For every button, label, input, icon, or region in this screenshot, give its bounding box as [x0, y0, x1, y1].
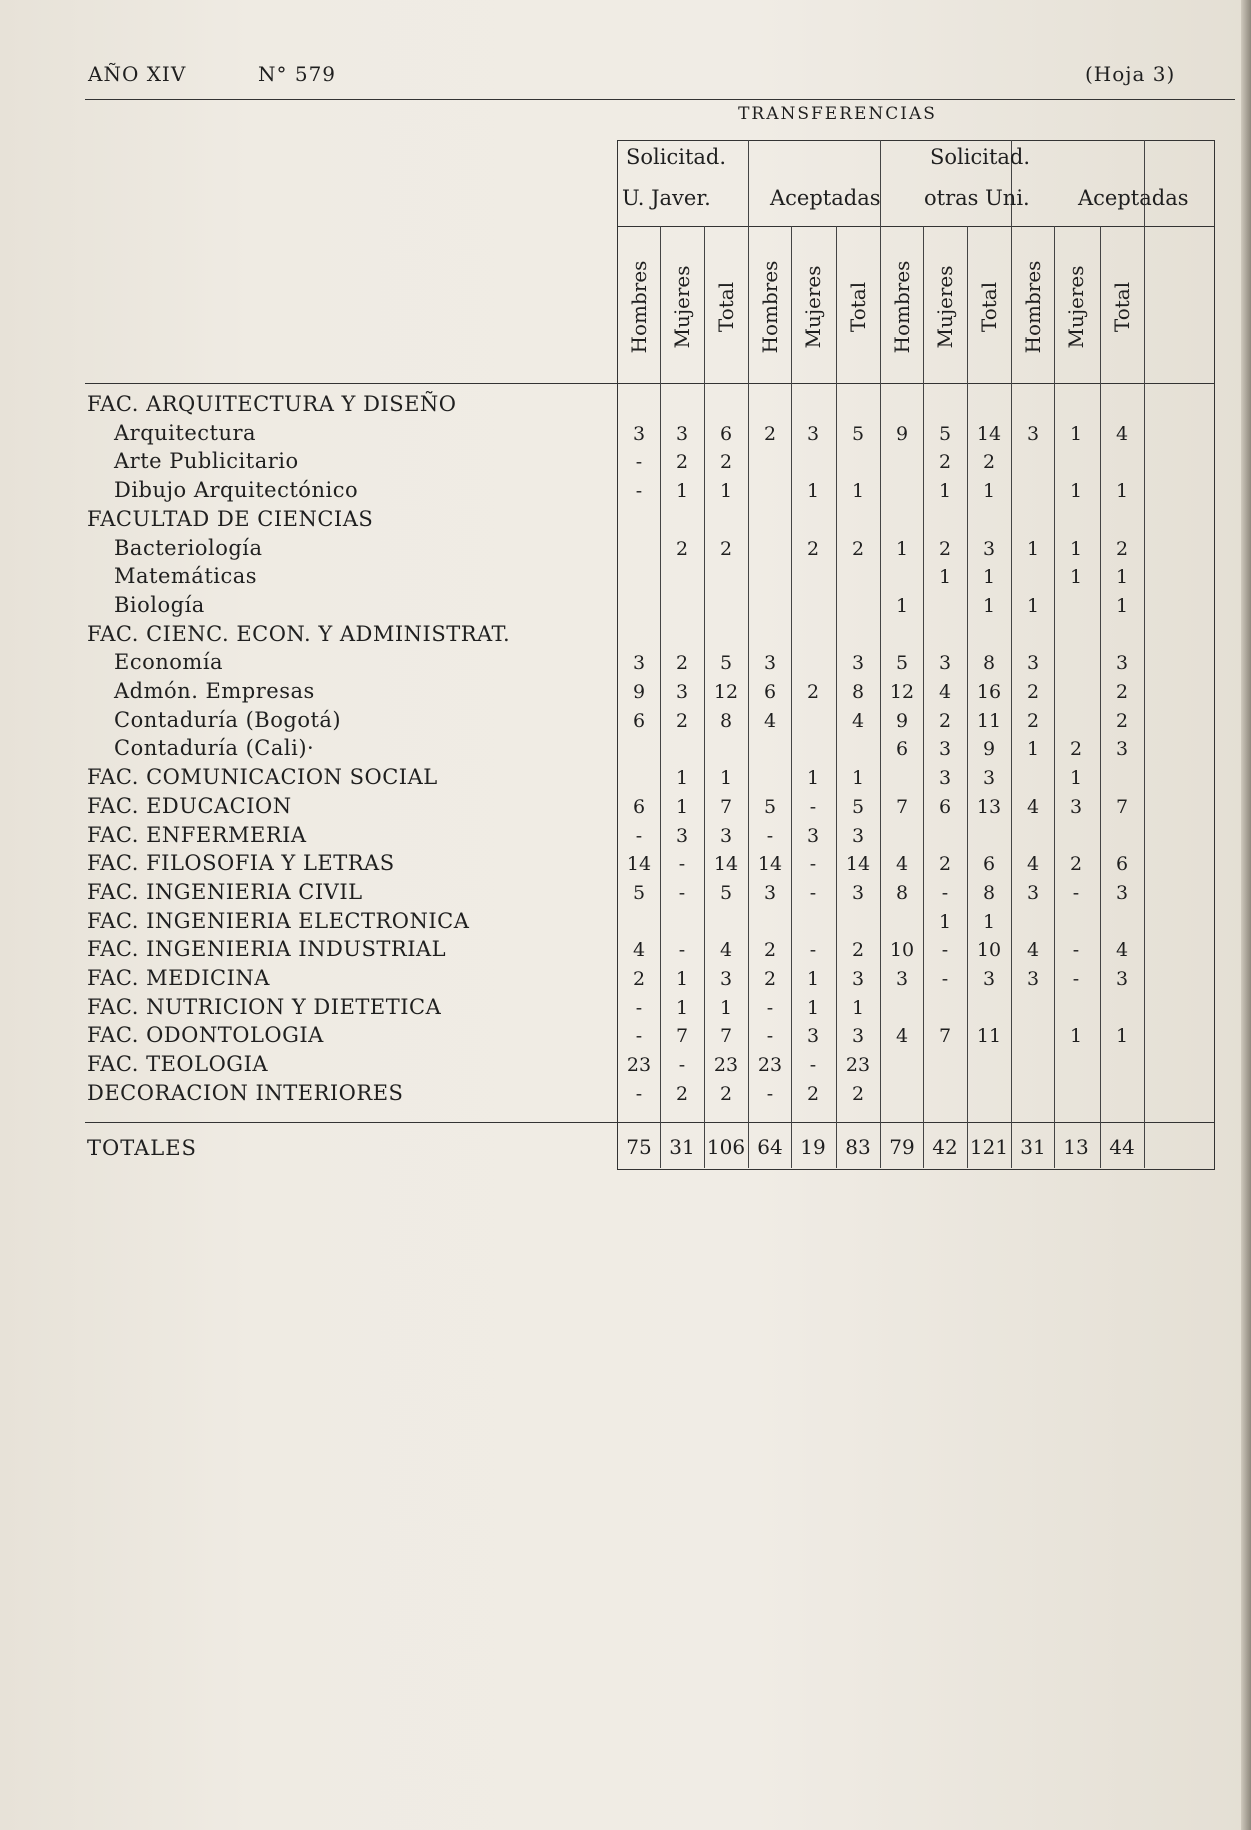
- table-cell: 4: [1026, 939, 1040, 962]
- table-cell: 1: [675, 767, 689, 790]
- totals-cell: 31: [1020, 1135, 1046, 1159]
- table-cell: -: [766, 996, 774, 1019]
- table-cell: 1: [1069, 1025, 1083, 1048]
- table-cell: 6: [719, 422, 733, 445]
- table-cell: 2: [675, 1082, 689, 1105]
- row-label: Arquitectura: [114, 420, 257, 445]
- table-cell: 1: [851, 767, 865, 790]
- table-cell: 6: [632, 795, 646, 818]
- table-cell: 2: [763, 939, 777, 962]
- table-cell: -: [635, 996, 643, 1019]
- table-cell: 2: [1069, 738, 1083, 761]
- table-cell: 16: [976, 681, 1002, 703]
- table-cell: 5: [632, 881, 646, 904]
- totals-cell: 64: [757, 1135, 783, 1159]
- table-cell: 1: [982, 480, 996, 503]
- table-cell: 1: [806, 767, 820, 790]
- table-cell: 2: [763, 422, 777, 445]
- table-cell: 3: [1115, 652, 1129, 675]
- table-cell: 3: [806, 824, 820, 847]
- table-cell: 11: [976, 709, 1002, 732]
- row-label: Economía: [114, 650, 224, 675]
- table-cell: 3: [982, 968, 996, 990]
- table-cell: 1: [1115, 594, 1129, 617]
- table-cell: 2: [1026, 709, 1040, 732]
- row-label: FAC. INGENIERIA ELECTRONICA: [87, 908, 470, 933]
- table-cell: 3: [763, 881, 777, 904]
- row-label: Bacteriología: [114, 535, 263, 560]
- column-header: Hombres: [758, 260, 782, 354]
- table-cell: 1: [1115, 566, 1129, 589]
- table-cell: 3: [851, 881, 865, 904]
- table-cell: 2: [806, 1082, 820, 1105]
- table-cell: -: [809, 853, 817, 876]
- table-cell: 1: [851, 996, 865, 1019]
- table-cell: 1: [851, 480, 865, 503]
- table-cell: 2: [1115, 709, 1129, 732]
- header-issue: N° 579: [258, 62, 337, 86]
- totals-cell: 31: [669, 1135, 695, 1159]
- table-cell: 5: [851, 422, 865, 445]
- table-cell: 4: [763, 709, 777, 732]
- table-cell: 1: [938, 566, 952, 589]
- table-cell: -: [941, 881, 949, 904]
- table-cell: 8: [982, 652, 996, 675]
- table-cell: 6: [982, 853, 996, 876]
- table-cell: 3: [806, 1025, 820, 1048]
- table-cell: 4: [1115, 422, 1129, 445]
- table-cell: 9: [895, 709, 909, 732]
- totals-cell: 44: [1109, 1135, 1135, 1159]
- table-cell: 4: [1026, 795, 1040, 818]
- table-cell: 1: [675, 480, 689, 503]
- table-cell: 2: [675, 537, 689, 560]
- table-cell: 2: [763, 968, 777, 990]
- table-cell: 3: [982, 537, 996, 560]
- row-label: Arte Publicitario: [114, 449, 299, 474]
- totals-cell: 106: [706, 1135, 746, 1159]
- table-cell: 6: [938, 795, 952, 818]
- row-label: Contaduría (Cali)·: [114, 736, 315, 761]
- table-cell: -: [809, 795, 817, 818]
- table-cell: 13: [976, 795, 1002, 818]
- table-cell: -: [635, 1025, 643, 1048]
- table-cell: 3: [719, 968, 733, 990]
- table-cell: 1: [938, 480, 952, 503]
- table-cell: 1: [806, 968, 820, 990]
- header-rule: [85, 99, 1235, 100]
- table-cell: 14: [976, 422, 1002, 445]
- table-cell: 6: [895, 738, 909, 761]
- table-cell: 3: [632, 422, 646, 445]
- table-cell: 2: [719, 1082, 733, 1105]
- table-cell: 3: [851, 824, 865, 847]
- table-cell: 10: [976, 939, 1002, 962]
- subheader-rule: [85, 383, 1215, 384]
- column-header: Mujeres: [801, 265, 825, 349]
- table-cell: 3: [1069, 795, 1083, 818]
- table-cell: 1: [895, 594, 909, 617]
- table-cell: 1: [675, 968, 689, 990]
- row-label: FAC. MEDICINA: [87, 966, 270, 990]
- table-cell: 2: [1115, 537, 1129, 560]
- table-cell: 7: [719, 795, 733, 818]
- table-cell: 10: [889, 939, 915, 962]
- table-cell: 1: [1069, 566, 1083, 589]
- table-cell: -: [635, 480, 643, 503]
- table-cell: -: [635, 824, 643, 847]
- table-cell: 14: [845, 853, 871, 876]
- table-cell: 7: [938, 1025, 952, 1048]
- table-cell: 3: [851, 652, 865, 675]
- totals-cell: 19: [800, 1135, 826, 1159]
- group-header-rule: [617, 226, 1215, 227]
- table-cell: 2: [851, 939, 865, 962]
- table-cell: -: [766, 1082, 774, 1105]
- row-label: FAC. ENFERMERIA: [87, 822, 307, 847]
- table-cell: 2: [938, 451, 952, 474]
- table-cell: 1: [1115, 1025, 1129, 1048]
- table-cell: 23: [626, 1054, 652, 1077]
- row-label: Dibujo Arquitectónico: [114, 478, 359, 503]
- table-cell: 6: [763, 681, 777, 703]
- row-label: FAC. ARQUITECTURA Y DISEÑO: [87, 392, 457, 416]
- table-cell: 23: [757, 1054, 783, 1077]
- table-cell: 4: [632, 939, 646, 962]
- column-header: Mujeres: [1064, 265, 1088, 349]
- table-cell: 1: [895, 537, 909, 560]
- table-cell: 2: [675, 709, 689, 732]
- totals-rule: [85, 1122, 1215, 1123]
- table-cell: 2: [1069, 853, 1083, 876]
- column-header: Hombres: [627, 260, 651, 354]
- totals-cell: 83: [845, 1135, 871, 1159]
- row-label: DECORACION INTERIORES: [87, 1080, 404, 1105]
- table-cell: 1: [1026, 738, 1040, 761]
- table-cell: 23: [845, 1054, 871, 1077]
- group-header: Solicitad.: [930, 145, 1031, 169]
- column-header: Total: [1110, 281, 1134, 333]
- table-cell: 3: [1026, 422, 1040, 445]
- group-header: Aceptadas: [770, 186, 881, 210]
- row-label: FAC. CIENC. ECON. Y ADMINISTRAT.: [87, 621, 511, 646]
- table-cell: 8: [895, 881, 909, 904]
- table-cell: -: [941, 939, 949, 962]
- row-label: Biología: [114, 592, 205, 617]
- table-cell: 1: [982, 910, 996, 933]
- group-header: U. Javer.: [622, 186, 711, 210]
- table-cell: 3: [938, 767, 952, 790]
- table-cell: 9: [895, 422, 909, 445]
- table-cell: 5: [763, 795, 777, 818]
- table-cell: 2: [675, 451, 689, 474]
- table-cell: 1: [938, 910, 952, 933]
- row-label: FACULTAD DE CIENCIAS: [87, 506, 374, 531]
- row-label: FAC. NUTRICION Y DIETETICA: [87, 994, 442, 1019]
- table-cell: -: [766, 824, 774, 847]
- table-cell: -: [809, 939, 817, 962]
- table-cell: 12: [713, 681, 739, 703]
- table-cell: 1: [1026, 537, 1040, 560]
- row-label: FAC. ODONTOLOGIA: [87, 1023, 324, 1048]
- table-cell: 3: [1026, 881, 1040, 904]
- table-cell: 4: [1026, 853, 1040, 876]
- table-cell: 1: [719, 480, 733, 503]
- table-cell: 1: [806, 480, 820, 503]
- table-cell: 4: [895, 853, 909, 876]
- table-cell: 1: [675, 795, 689, 818]
- row-label: Admón. Empresas: [114, 679, 315, 703]
- table-cell: 5: [719, 881, 733, 904]
- totals-label: TOTALES: [87, 1136, 197, 1160]
- table-cell: 2: [1115, 681, 1129, 703]
- table-cell: 23: [713, 1054, 739, 1077]
- column-header: Hombres: [1021, 260, 1045, 354]
- row-label: Matemáticas: [114, 564, 258, 589]
- column-header: Total: [714, 281, 738, 333]
- table-cell: 2: [806, 681, 820, 703]
- row-label: FAC. INGENIERIA CIVIL: [87, 879, 363, 904]
- table-cell: 3: [1026, 652, 1040, 675]
- table-cell: 2: [632, 968, 646, 990]
- table-cell: 3: [895, 968, 909, 990]
- table-cell: 2: [851, 537, 865, 560]
- table-cell: 3: [806, 422, 820, 445]
- table-cell: 1: [1069, 767, 1083, 790]
- table-cell: 5: [719, 652, 733, 675]
- table-cell: 7: [1115, 795, 1129, 818]
- table-cell: 3: [632, 652, 646, 675]
- table-cell: 8: [851, 681, 865, 703]
- table-cell: 2: [719, 537, 733, 560]
- table-cell: -: [678, 881, 686, 904]
- table-cell: 4: [895, 1025, 909, 1048]
- table-cell: 3: [1115, 881, 1129, 904]
- table-cell: 1: [719, 767, 733, 790]
- table-cell: 2: [1026, 681, 1040, 703]
- table-cell: 3: [851, 1025, 865, 1048]
- table-cell: 3: [675, 681, 689, 703]
- table-cell: 2: [938, 709, 952, 732]
- table-cell: 1: [675, 996, 689, 1019]
- table-cell: 3: [1115, 968, 1129, 990]
- table-cell: 7: [895, 795, 909, 818]
- table-cell: -: [941, 968, 949, 990]
- row-label: FAC. EDUCACION: [87, 793, 292, 818]
- header-sheet: (Hoja 3): [1085, 62, 1176, 86]
- table-cell: 14: [713, 853, 739, 876]
- table-cell: 5: [851, 795, 865, 818]
- table-cell: 9: [632, 681, 646, 703]
- table-cell: 3: [938, 738, 952, 761]
- header-year: AÑO XIV: [88, 62, 187, 86]
- row-label: FAC. FILOSOFIA Y LETRAS: [87, 851, 395, 876]
- group-header: otras Uni.: [924, 186, 1030, 210]
- page-spine: [1241, 0, 1251, 1830]
- table-cell: 2: [675, 652, 689, 675]
- table-cell: 8: [982, 881, 996, 904]
- table-cell: 4: [1115, 939, 1129, 962]
- group-header: Aceptadas: [1078, 186, 1189, 210]
- table-cell: -: [635, 1082, 643, 1105]
- table-cell: -: [678, 1054, 686, 1077]
- table-title: TRANSFERENCIAS: [738, 104, 937, 124]
- table-cell: 7: [719, 1025, 733, 1048]
- table-cell: 3: [719, 824, 733, 847]
- table-cell: 2: [938, 853, 952, 876]
- table-cell: 3: [982, 767, 996, 790]
- column-header: Total: [977, 281, 1001, 333]
- table-cell: -: [809, 1054, 817, 1077]
- column-divider: [1144, 140, 1145, 1168]
- table-cell: 1: [1069, 537, 1083, 560]
- table-cell: 6: [632, 709, 646, 732]
- totals-cell: 42: [932, 1135, 958, 1159]
- table-cell: 5: [895, 652, 909, 675]
- table-cell: -: [678, 939, 686, 962]
- row-label: FAC. TEOLOGIA: [87, 1052, 269, 1077]
- column-header: Mujeres: [670, 265, 694, 349]
- table-cell: 3: [1026, 968, 1040, 990]
- table-cell: -: [678, 853, 686, 876]
- table-cell: 2: [851, 1082, 865, 1105]
- table-cell: 3: [938, 652, 952, 675]
- table-cell: 1: [719, 996, 733, 1019]
- table-cell: -: [766, 1025, 774, 1048]
- table-cell: 3: [763, 652, 777, 675]
- table-cell: 3: [675, 422, 689, 445]
- table-cell: 12: [889, 681, 915, 703]
- totals-cell: 13: [1063, 1135, 1089, 1159]
- table-cell: 14: [626, 853, 652, 876]
- table-cell: 8: [719, 709, 733, 732]
- table-cell: 1: [1115, 480, 1129, 503]
- table-cell: 14: [757, 853, 783, 876]
- table-cell: 4: [938, 681, 952, 703]
- table-cell: -: [635, 451, 643, 474]
- table-cell: 7: [675, 1025, 689, 1048]
- table-cell: -: [809, 881, 817, 904]
- column-header: Hombres: [890, 260, 914, 354]
- table-cell: 4: [719, 939, 733, 962]
- group-header: Solicitad.: [626, 145, 727, 169]
- table-cell: 2: [719, 451, 733, 474]
- totals-cell: 121: [969, 1135, 1009, 1159]
- table-cell: 1: [806, 996, 820, 1019]
- table-cell: 2: [806, 537, 820, 560]
- row-label: FAC. COMUNICACION SOCIAL: [87, 765, 438, 790]
- column-header: Mujeres: [933, 265, 957, 349]
- row-label: Contaduría (Bogotá): [114, 707, 342, 732]
- table-cell: -: [1072, 881, 1080, 904]
- totals-cell: 79: [889, 1135, 915, 1159]
- column-header: Total: [846, 281, 870, 333]
- table-cell: 3: [851, 968, 865, 990]
- totals-cell: 75: [626, 1135, 652, 1159]
- table-cell: 5: [938, 422, 952, 445]
- table-cell: 9: [982, 738, 996, 761]
- table-cell: 2: [938, 537, 952, 560]
- table-cell: 1: [982, 594, 996, 617]
- table-cell: 6: [1115, 853, 1129, 876]
- row-label: FAC. INGENIERIA INDUSTRIAL: [87, 937, 447, 962]
- table-cell: 4: [851, 709, 865, 732]
- table-cell: 1: [1069, 422, 1083, 445]
- table-cell: 1: [1069, 480, 1083, 503]
- table-cell: 1: [1026, 594, 1040, 617]
- table-cell: 3: [675, 824, 689, 847]
- table-cell: 11: [976, 1025, 1002, 1048]
- table-cell: 2: [982, 451, 996, 474]
- table-cell: 1: [982, 566, 996, 589]
- table-cell: -: [1072, 939, 1080, 962]
- table-cell: 3: [1115, 738, 1129, 761]
- table-cell: -: [1072, 968, 1080, 990]
